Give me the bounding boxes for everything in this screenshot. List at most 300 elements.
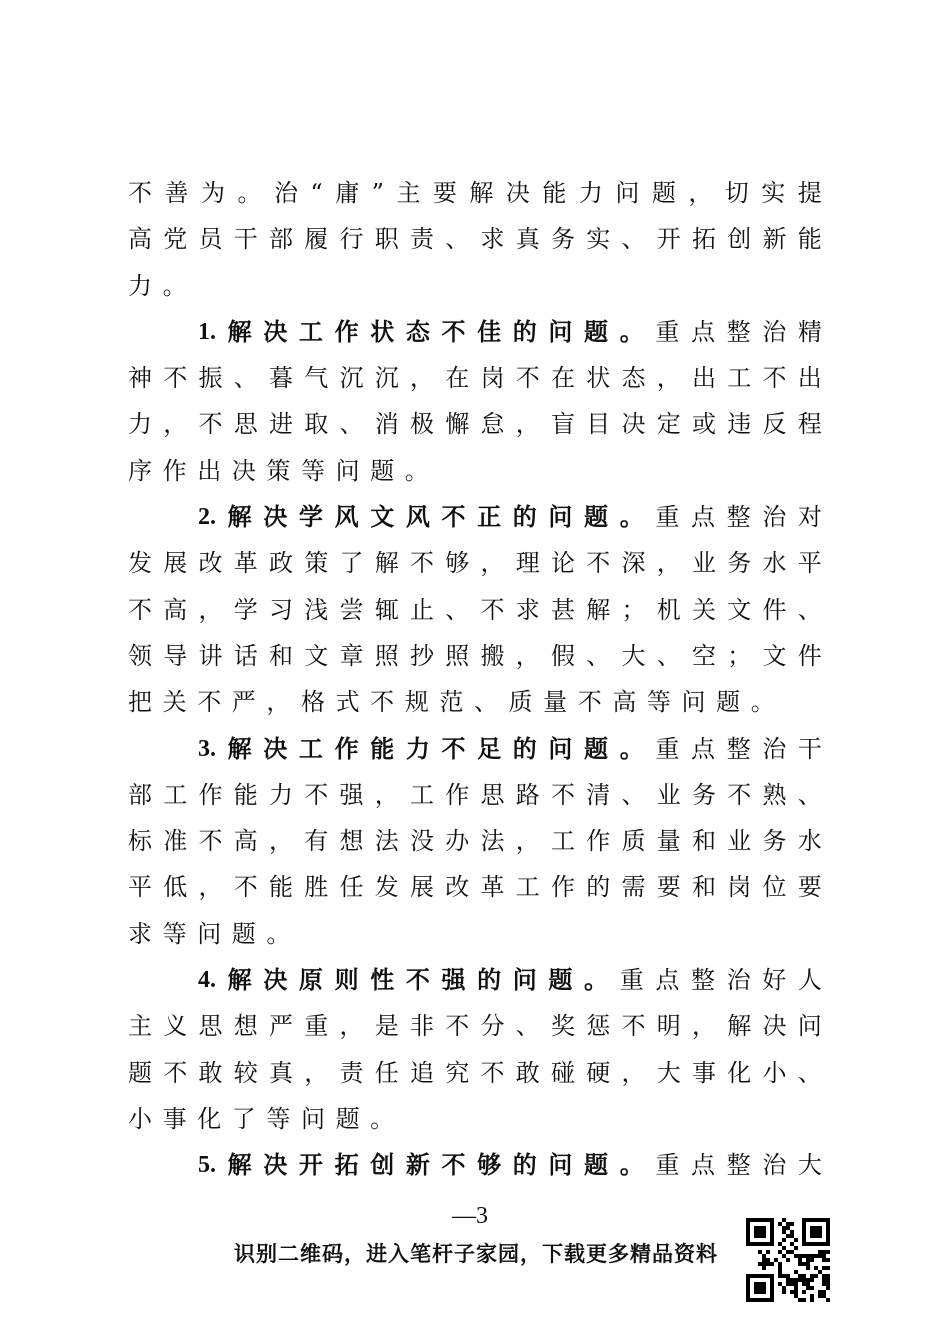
text-char: 小 [762,1058,787,1087]
text-char: 点 [690,734,715,763]
text-char: 在 [551,364,575,393]
text-char: 出 [692,364,716,393]
text-line [128,957,822,1003]
text-char: 讲 [198,641,223,670]
text-char: 奖 [551,1012,575,1041]
text-char: 不 [370,688,395,717]
heading-char: 题 [584,733,609,763]
text-char: 神 [128,364,152,393]
text-char: 不 [128,595,152,624]
text-char: 岗 [727,873,752,902]
text-char: 革 [480,873,505,902]
text-char: 干 [797,734,822,763]
text-char: 够 [445,549,470,578]
text-char: 力 [269,780,293,809]
text-char: 策 [266,456,291,485]
text-char: 对 [797,503,822,532]
text-char: 要 [432,179,457,207]
text-char: ， [266,688,291,717]
text-char: 能 [269,873,293,902]
text-char: 问 [797,1012,822,1041]
heading-char: 不 [441,1150,466,1180]
text-char: 水 [797,827,822,856]
text-char: 关 [162,688,187,717]
text-char: 水 [762,549,787,578]
text-char: 发 [374,873,399,902]
text-char: 业 [692,549,716,578]
text-char: 或 [692,410,716,439]
heading-char: 决 [263,316,288,346]
text-char: 任 [339,873,364,902]
text-char: 、 [339,410,364,439]
text-line [128,540,822,586]
heading-char: 问 [548,733,573,763]
text-char: 质 [621,827,646,856]
text-char: 法 [374,827,399,856]
text-char: 题 [231,919,256,948]
text-char: 发 [128,549,152,578]
heading-char: 佳 [477,316,502,346]
text-char: 、 [621,780,646,809]
text-char: 重 [655,503,680,532]
text-char: 敢 [515,1058,540,1087]
text-char: 人 [797,966,822,995]
text-char: 领 [128,641,152,670]
text-char: 作 [551,873,575,902]
heading-char: 。 [619,733,644,763]
text-char: 点 [655,966,680,995]
text-char: 拓 [692,225,716,254]
text-char: 件 [762,595,787,624]
text-line [128,772,822,818]
text-char: 问 [300,1104,325,1133]
text-line [128,679,822,725]
text-char: 定 [656,410,681,439]
text-char: 精 [797,317,822,346]
text-char: ， [374,780,399,809]
text-char: 不 [762,364,787,393]
text-line [128,1142,822,1188]
text-char: 作 [445,780,470,809]
heading-char: 问 [512,965,537,995]
text-char: 员 [198,225,223,254]
text-char: 、 [473,688,498,717]
text-char: 大 [797,1151,822,1180]
text-char: 沉 [374,364,399,393]
item-number: 5. [198,1152,216,1179]
text-char: 振 [198,364,223,393]
text-char: 干 [233,225,258,254]
text-char: 暮 [269,364,293,393]
heading-char: 。 [584,965,609,995]
text-char: 件 [797,641,822,670]
text-char: 盲 [551,410,575,439]
text-char: 整 [690,966,715,995]
heading-char: 正 [477,502,502,532]
text-char: 深 [621,549,646,578]
text-char: 行 [339,225,364,254]
text-char: 论 [551,549,575,578]
heading-char: 创 [370,1150,395,1180]
text-char: 、 [586,641,611,670]
text-char: 熟 [762,780,787,809]
text-char: 不 [551,780,575,809]
text-char: 真 [269,1058,293,1087]
text-char: 决 [621,410,646,439]
heading-char: 题 [584,502,609,532]
text-char: 开 [656,225,681,254]
heading-char: 能 [370,733,395,763]
text-char: 辄 [374,595,399,624]
text-char: 是 [374,1012,399,1041]
text-char: 出 [197,456,222,485]
heading-char: 问 [548,502,573,532]
text-char: 不 [515,364,540,393]
heading-char: 不 [441,316,466,346]
text-char: 治 [273,179,298,207]
heading-char: 作 [334,316,359,346]
text-char: 解 [469,179,494,207]
text-char: 职 [374,225,399,254]
text-char: 问 [335,456,360,485]
text-char: 高 [233,827,258,856]
text-char: 碰 [551,1058,575,1087]
text-char: 的 [586,873,611,902]
text-char: 法 [480,827,505,856]
text-char: 事 [692,1058,716,1087]
text-char: 改 [198,549,223,578]
text-char: 工 [727,364,752,393]
text-char: 、 [797,595,822,624]
heading-char: 的 [512,1150,537,1180]
text-char: 点 [690,503,715,532]
text-char: 义 [163,1012,188,1041]
text-char: ， [656,364,681,393]
text-char: 有 [304,827,329,856]
text-char: 重 [304,1012,329,1041]
text-char: 力 [128,410,152,439]
text-char: 改 [445,873,470,902]
text-char: 决 [762,1012,787,1041]
text-char: 惩 [586,1012,611,1041]
text-char: 较 [233,1058,258,1087]
text-char: 质 [508,688,533,717]
text-char: ； [621,595,646,624]
text-char: 标 [128,827,152,856]
text-char: 展 [410,873,434,902]
text-char: 问 [615,179,640,207]
text-char: 和 [692,873,716,902]
text-line [128,818,822,864]
text-char: 整 [726,1151,751,1180]
text-char: 事 [162,1104,187,1133]
heading-char: 原 [298,965,323,995]
heading-char: 题 [548,965,573,995]
text-char: 明 [656,1012,681,1041]
text-char: 、 [797,1058,822,1087]
text-char: ， [621,1058,646,1087]
heading-char: 风 [334,502,359,532]
text-char: ， [198,873,223,902]
text-char: 等 [300,456,325,485]
text-char: 力 [578,179,603,207]
text-char: ， [339,1012,364,1041]
text-char: 题 [716,688,741,717]
text-char: 平 [128,873,152,902]
heading-char: 的 [512,316,537,346]
text-char: 题 [370,456,395,485]
text-char: 业 [656,780,681,809]
text-char: 切 [724,179,749,207]
text-char: 题 [128,1058,152,1087]
text-char: 浅 [304,595,329,624]
text-char: 关 [692,595,716,624]
text-char: 为 [200,179,225,207]
text-char: 不 [577,688,602,717]
heading-char: 解 [227,316,252,346]
heading-char: 解 [227,502,252,532]
item-number: 4. [198,967,216,994]
text-char: 求 [480,225,505,254]
text-char: 、 [233,364,258,393]
text-char: 重 [619,966,644,995]
text-char: 点 [690,1151,715,1180]
text-char: ， [692,1012,716,1041]
text-char: 、 [445,225,470,254]
heading-char: 不 [441,733,466,763]
text-char: 提 [797,179,822,207]
text-char: 庸 [335,179,360,207]
text-char: 不 [727,780,752,809]
text-char: 善 [164,179,189,207]
text-char: 整 [726,317,751,346]
text-line [128,355,822,401]
text-char: 规 [404,688,429,717]
text-char: 格 [300,688,325,717]
text-char: 、 [797,780,822,809]
text-char: 极 [410,410,434,439]
heading-char: 题 [584,1150,609,1180]
text-char: 思 [233,410,258,439]
text-char: 和 [269,641,293,670]
text-char: 空 [692,641,716,670]
text-char: 路 [515,780,540,809]
text-char: 大 [621,641,646,670]
heading-char: 解 [227,1150,252,1180]
text-char: 低 [163,873,188,902]
text-char: 位 [762,873,787,902]
text-char: 严 [269,1012,293,1041]
text-char: ， [515,641,540,670]
heading-char: 性 [370,965,395,995]
text-char: ， [515,827,540,856]
text-char: 作 [162,456,187,485]
text-char: ， [304,1058,329,1087]
text-char: 小 [128,1104,152,1133]
text-char: 范 [439,688,464,717]
heading-char: 风 [405,502,430,532]
text-char: 在 [445,364,470,393]
text-char: 。 [404,456,429,485]
text-char: 非 [410,1012,434,1041]
heading-char: 够 [477,1150,502,1180]
text-char: 新 [762,225,787,254]
heading-char: 题 [584,316,609,346]
text-char: 不 [198,827,223,856]
heading-char: 拓 [334,1150,359,1180]
text-char: 了 [339,549,364,578]
heading-char: 解 [227,733,252,763]
text-char: 目 [586,410,611,439]
text-char: 敢 [198,1058,223,1087]
text-char: ， [198,595,223,624]
document-body [128,170,822,1189]
text-char: 任 [374,1058,399,1087]
text-char: 止 [410,595,434,624]
heading-char: 开 [298,1150,323,1180]
text-char: 主 [128,1012,152,1041]
text-char: 实 [586,225,611,254]
footer-note: 识别二维码，进入笔杆子家园，下载更多精品资料 [234,1242,718,1266]
text-char: 反 [762,410,787,439]
text-char: 等 [162,919,187,948]
text-char: 责 [339,1058,364,1087]
text-char: 治 [762,1151,787,1180]
text-char: ； [727,641,752,670]
heading-char: 不 [405,965,430,995]
text-char: 不 [410,549,434,578]
text-char: 。 [266,919,291,948]
text-char: 违 [727,410,752,439]
text-line [128,1050,822,1096]
heading-char: 。 [619,1150,644,1180]
heading-char: 决 [263,502,288,532]
text-char: 把 [128,688,152,717]
heading-char: 的 [512,733,537,763]
text-char: 文 [304,641,329,670]
text-char: 能 [797,225,822,254]
heading-char: 决 [263,965,288,995]
text-char: 学 [233,595,258,624]
text-line [128,401,822,447]
text-char: ， [480,549,505,578]
text-char: 高 [612,688,637,717]
text-char: 岗 [480,364,505,393]
text-line [128,726,822,772]
text-char: 、 [621,225,646,254]
text-line [128,448,822,494]
text-char: 不 [128,179,152,207]
text-char: 、 [656,641,681,670]
text-char: ， [688,179,713,207]
text-char: 清 [586,780,611,809]
text-char: 治 [726,966,751,995]
text-line [128,263,822,309]
heading-char: 足 [477,733,502,763]
heading-char: 问 [548,316,573,346]
text-char: 等 [646,688,671,717]
text-char: 胜 [304,873,329,902]
text-char: 化 [727,1058,752,1087]
text-char: 重 [655,317,680,346]
heading-char: 不 [441,502,466,532]
text-line [128,494,822,540]
text-char: 气 [304,364,329,393]
text-char: 。 [370,1104,395,1133]
text-line [128,1096,822,1142]
text-char: 、 [515,1012,540,1041]
text-char: 不 [480,1058,505,1087]
text-char: 工 [551,827,575,856]
text-line [128,170,822,216]
text-char: 能 [542,179,567,207]
text-char: 量 [656,827,681,856]
text-char: 办 [445,827,470,856]
text-char: 需 [621,873,646,902]
heading-char: 态 [405,316,430,346]
text-char: 理 [515,549,540,578]
text-char: 式 [335,688,360,717]
text-line [128,911,822,957]
text-char: 思 [198,1012,223,1041]
text-char: 文 [727,595,752,624]
text-char: 务 [762,827,787,856]
text-line [128,309,822,355]
heading-char: 解 [227,965,252,995]
text-char: 能 [233,780,258,809]
text-char: 务 [727,549,752,578]
text-char: ， [656,549,681,578]
text-line [128,216,822,262]
text-char: 严 [231,688,256,717]
text-char: 治 [762,503,787,532]
text-char: 题 [651,179,676,207]
text-char: 不 [621,1012,646,1041]
text-char: 工 [163,780,188,809]
text-char: 了 [231,1104,256,1133]
text-char: 点 [690,317,715,346]
text-char: 。 [162,271,187,300]
text-char: 思 [480,780,505,809]
text-char: 搬 [480,641,505,670]
text-char: 态 [621,364,646,393]
page-number: —3 [452,1203,488,1229]
text-char: 不 [163,364,188,393]
text-line [128,864,822,910]
text-char: 工 [515,873,540,902]
heading-char: 强 [441,965,466,995]
text-line [128,1003,822,1049]
item-number: 2. [198,504,216,531]
heading-char: 则 [334,965,359,995]
text-char: 作 [198,780,223,809]
text-char: 不 [233,873,258,902]
text-char: 务 [692,780,716,809]
text-char: 党 [163,225,188,254]
text-char: 程 [797,410,822,439]
text-char: 抄 [410,641,434,670]
text-char: ， [269,827,293,856]
heading-char: 作 [334,733,359,763]
text-char: 和 [692,827,716,856]
text-char: 要 [797,873,822,902]
text-char: 究 [445,1058,470,1087]
text-char: 创 [727,225,752,254]
text-char: 没 [410,827,434,856]
heading-char: 工 [298,733,323,763]
text-char: 不 [586,549,611,578]
text-char: 假 [551,641,575,670]
